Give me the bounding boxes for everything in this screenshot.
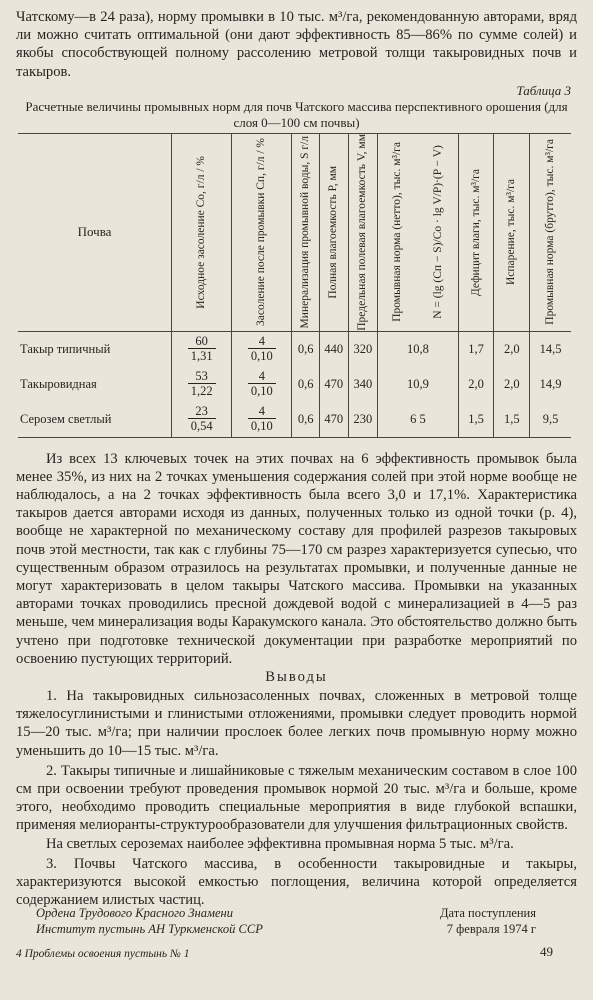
- header-evaporation: Испарение, тыс. м³/га: [494, 133, 530, 331]
- header-full-capacity: Полная влагоемкость P, мм: [319, 133, 348, 331]
- cell-gross: 14,9: [530, 367, 571, 402]
- cell-s: 0,6: [292, 367, 320, 402]
- received-block: [440, 905, 536, 937]
- institution-line-1: Ордена Трудового Красного Знамени: [36, 906, 233, 920]
- cell-v: 230: [348, 402, 378, 438]
- conclusion-2: 2. Такыры типичные и лишайниковые с тяжелым механическим составом в слое 100 см при освоении требуют проведения промывок нормой 20 тыс. м³/га и больше, кроме этого, необходимо проводить специальные мероприятия в виде глубокой вспашки, применяя мелиоранты-структурообразователи для улучшения фильтрационных свойств.: [16, 762, 577, 834]
- fraction: $\frac{4}{0,10}$: [248, 404, 276, 433]
- table-title-text: Расчетные величины промывных норм для почв Чатского массива перспективного орошения: [25, 98, 541, 114]
- table-title: [16, 99, 577, 131]
- table-caption: Таблица 3: [516, 82, 571, 98]
- cell-n: 10,9: [378, 367, 459, 402]
- received-date: 7 февраля 1974 г: [446, 922, 536, 936]
- table-row: [18, 331, 571, 367]
- institution-line-2: Институт пустынь АН Туркменской ССР: [36, 922, 263, 936]
- table-header-row: [18, 133, 571, 331]
- cell-deficit: 2,0: [458, 367, 494, 402]
- signature-mark: 4 Проблемы освоения пустынь № 1: [16, 948, 190, 960]
- fraction: $\frac{60}{1,31}$: [188, 334, 216, 363]
- conclusion-1: 1. На такыровидных сильнозасоленных почвах, сложенных в метровой толще тяжелосуглинистыми и глинистыми отложениями, промывки следует проводить нормой 15—20 тыс. м³/га; при наличии прослоек более легких почв промывную норму можно уменьшить до 10—15 тыс. м³/га.: [16, 688, 577, 759]
- header-initial-salinity: Исходное засоление Co, г/л / %: [172, 133, 232, 331]
- table-row: [18, 402, 571, 438]
- leaching-norms-table: [18, 133, 571, 438]
- cell-cp: [232, 402, 292, 438]
- table-subtitle: (для слоя 0—100 см почвы): [233, 98, 568, 130]
- header-final-salinity: Засоление после промывки Cп, г/л / %: [232, 133, 292, 331]
- conclusions-heading: Выводы: [265, 669, 328, 686]
- intro-paragraph: Чатскому—в 24 раза), норму промывки в 10 тыс. м³/га, рекомендованную авторами, вряд ли можно считать оптимальной (они дают эффективность 85—86% по сумме солей) и якобы способствующей полному рассолению метровой толщи такыровидных почв и такыров.: [16, 9, 577, 80]
- fraction: $\frac{4}{0,10}$: [248, 369, 276, 398]
- fraction: $\frac{4}{0,10}$: [248, 334, 276, 363]
- cell-gross: 14,5: [530, 331, 571, 367]
- cell-soil: Такыровидная: [20, 376, 97, 391]
- cell-s: 0,6: [292, 402, 320, 438]
- cell-v: 340: [348, 367, 378, 402]
- cell-co: [172, 367, 232, 402]
- received-label: Дата поступления: [440, 906, 536, 920]
- fraction: $\frac{53}{1,22}$: [188, 369, 216, 398]
- article-page: [16, 8, 577, 909]
- header-water-mineralization: Минерализация промывной воды, S г/л: [292, 133, 320, 331]
- header-field-capacity: Предельная полевая влагоемкость V, мм: [348, 133, 378, 331]
- institution-block: [36, 905, 263, 937]
- cell-n: 10,8: [378, 331, 459, 367]
- table-row: [18, 367, 571, 402]
- cell-p: 440: [319, 331, 348, 367]
- cell-deficit: 1,5: [458, 402, 494, 438]
- cell-p: 470: [319, 367, 348, 402]
- header-net-norm: Промывная норма (нетто), тыс. м³/га N = (lg (Cп − S)/Co · lg V/P)·(P − V): [378, 133, 459, 331]
- cell-cp: [232, 367, 292, 402]
- fraction: $\frac{23}{0,54}$: [188, 404, 216, 433]
- header-moisture-deficit: Дефицит влаги, тыс. м³/га: [458, 133, 494, 331]
- cell-s: 0,6: [292, 331, 320, 367]
- cell-deficit: 1,7: [458, 331, 494, 367]
- conclusion-3: На светлых сероземах наиболее эффективна промывная норма 5 тыс. м³/га.: [46, 835, 514, 852]
- cell-co: [172, 331, 232, 367]
- cell-soil: Серозем светлый: [18, 402, 172, 438]
- cell-n: 6 5: [378, 402, 459, 438]
- cell-evap: 1,5: [494, 402, 530, 438]
- header-soil: Почва: [18, 133, 172, 331]
- cell-cp: [232, 331, 292, 367]
- cell-p: 470: [319, 402, 348, 438]
- header-formula: N = (lg (Cп − S)/Co · lg V/P)·(P − V): [431, 145, 444, 320]
- cell-v: 320: [348, 331, 378, 367]
- cell-co: [172, 402, 232, 438]
- header-gross-norm: Промывная норма (брутто), тыс. м³/га: [530, 133, 571, 331]
- page-number: 49: [540, 944, 553, 959]
- cell-evap: 2,0: [494, 331, 530, 367]
- conclusion-4: 3. Почвы Чатского массива, в особенности такыровидные и такыры, характеризуются высокой емкостью поглощения, величина которой определяется содержанием илистых частиц.: [16, 855, 577, 909]
- body-paragraph: Из всех 13 ключевых точек на этих почвах на 6 эффективность промывок была менее 35%, из них на 2 точках уменьшения содержания солей при этой норме вообще не наблюдалось, а на 2 точках эффективность была всего 3,0 и 17,1%. Характеристика такыров дается авторами исходя из данных, полученных только из одной точки (р. 4), вообще не характерной по механическому составу для профилей разрезов такыровых почв этой местности, так как с глубины 75—170 см разрез характеризуется супесью, что существенным образом отразилось на результатах промывки, и полученные данные не могут характеризовать в целом такыры Чатского массива. Промывки на указанных авторами точках проводились пресной дождевой водой с минерализацией в 4—5 раз меньше, чем минерализация воды Каракумского канала. Это обстоятельство должно быть учтено при подготовке технической документации при разработке мероприятий по освоению пустующих территорий.: [16, 450, 577, 667]
- cell-evap: 2,0: [494, 367, 530, 402]
- cell-soil: Такыр типичный: [20, 341, 111, 356]
- cell-gross: 9,5: [530, 402, 571, 438]
